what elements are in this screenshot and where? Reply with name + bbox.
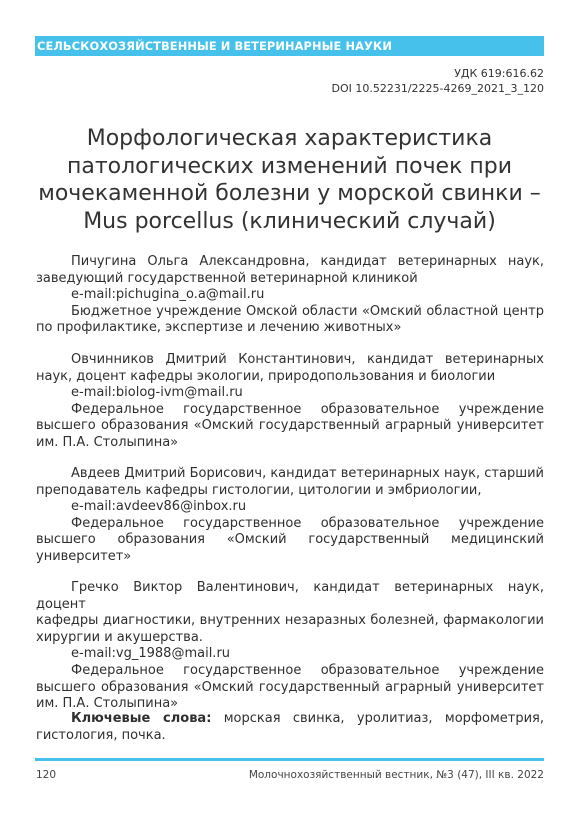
keywords-list-continued: гистология, почка. (36, 727, 166, 743)
author-affiliation-line: высшего образования «Омский государственный аграрный университет (36, 679, 544, 695)
author-name-line: Авдеев Дмитрий Борисович, кандидат ветеринарных наук, старший (71, 466, 544, 481)
author-affiliation-line: Федеральное государственное образовательное учреждение (71, 401, 544, 417)
author-affiliation-line: им. П.А. Столыпина» (36, 696, 179, 712)
author-affiliation-line: Федеральное государственное образовательное учреждение (71, 662, 544, 678)
udk-code: УДК 619:616.62 (454, 67, 544, 80)
author-affiliation-line: Федеральное государственное образовательное учреждение (71, 515, 544, 531)
author-block-3 (36, 466, 544, 566)
author-email[interactable]: e-mail:pichugina_o.a@mail.ru (71, 287, 265, 303)
author-email[interactable]: e-mail:vg_1988@mail.ru (71, 646, 231, 662)
author-name-line: Пичугина Ольга Александровна, кандидат ветеринарных наук, (71, 254, 544, 269)
section-header-bar (35, 36, 544, 56)
journal-citation: Молочнохозяйственный вестник, №3 (47), III кв. 2022 (248, 769, 544, 781)
author-block-2 (36, 352, 544, 452)
author-name-line: Овчинников Дмитрий Константинович, кандидат ветеринарных (71, 352, 544, 367)
keywords-list: морская свинка, уролитиаз, морфометрия, (211, 711, 544, 726)
doi-link[interactable]: DOI 10.52231/2225-4269_2021_3_120 (331, 82, 544, 95)
author-affiliation-line: по профилактике, экспертизе и лечению животных» (36, 320, 402, 336)
page-number: 120 (36, 769, 57, 781)
author-position-line: преподаватель кафедры гистологии, цитологии и эмбриологии, (36, 482, 482, 498)
keywords-line (36, 711, 544, 728)
author-affiliation-line: им. П.А. Столыпина» (36, 434, 179, 450)
keywords-block (36, 711, 544, 744)
author-block-1 (36, 254, 544, 337)
article-title: Морфологическая характеристика патологических изменений почек при мочекаменной болезни у морской свинки – Mus porcellus (клинический случай) (38, 126, 541, 234)
author-affiliation-line: высшего образования «Омский государственный медицинский (36, 532, 544, 548)
author-email[interactable]: e-mail:biolog-ivm@mail.ru (71, 385, 243, 401)
author-position-line: наук, доцент кафедры экологии, природопользования и биологии (36, 368, 496, 384)
author-position-line: заведующий государственной ветеринарной клиникой (36, 270, 418, 286)
section-title: СЕЛЬСКОХОЗЯЙСТВЕННЫЕ И ВЕТЕРИНАРНЫЕ НАУКИ (37, 39, 392, 53)
author-block-4 (36, 580, 544, 713)
author-affiliation-line: Бюджетное учреждение Омской области «Омский областной центр (71, 303, 544, 319)
author-email[interactable]: e-mail:avdeev86@inbox.ru (71, 499, 247, 515)
author-affiliation-line: высшего образования «Омский государственный аграрный университет (36, 418, 544, 434)
keywords-label: Ключевые слова: (71, 711, 212, 726)
author-affiliation-line: университет» (36, 548, 132, 564)
footer-divider (35, 758, 544, 761)
author-position-line: кафедры диагностики, внутренних незаразных болезней, фармакологии (36, 613, 544, 629)
author-name-line: Гречко Виктор Валентинович, кандидат ветеринарных наук, доцент (36, 580, 544, 612)
author-position-line: хирургии и акушерства. (36, 629, 203, 645)
